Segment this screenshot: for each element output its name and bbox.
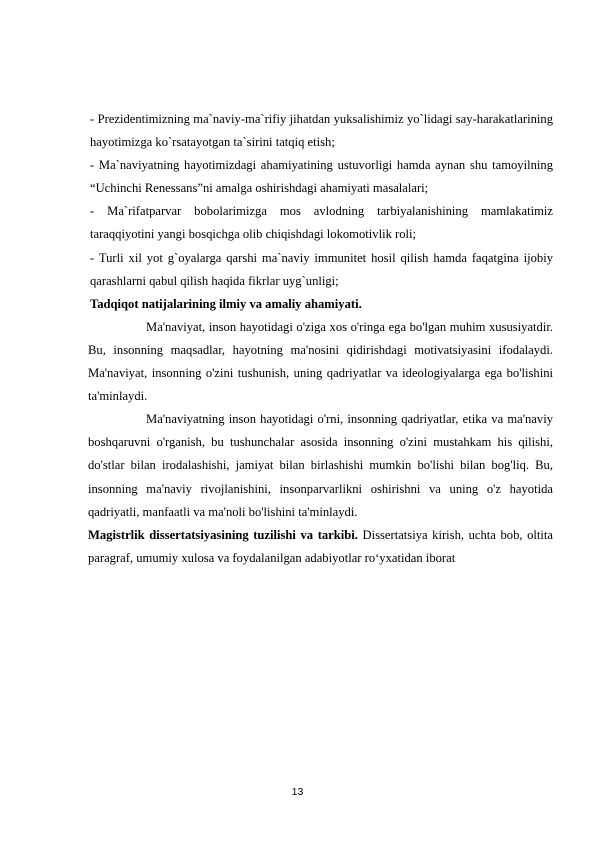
structure-label: Magistrlik dissertatsiyasining tuzilishi va tarkibi. [88,527,358,542]
page-body [88,108,553,570]
structure-paragraph [88,524,553,570]
bullet-item-1: - Prezidentimizning ma`naviy-ma`rifiy jihatdan yuksalishimiz yo`lidagi say-harakatlarining hayotimizga ko`rsatayotgan ta`sirini tatqiq etish; [90,112,553,150]
bullet-item-3: - Ma`rifatparvar bobolarimizga mos avlodning tarbiyalanishining mamlakatimiz taraqqiyotini yangi bosqichga olib chiqishdagi lokomotivlik roli; [90,204,553,242]
section-heading: Tadqiqot natijalarining ilmiy va amaliy ahamiyati. [90,296,362,311]
page-number: 13 [291,786,304,798]
structure-text: Dissertatsiya kirish, uchta bob, oltita paragraf, umumiy xulosa va foydalanilgan adabiyotlar ro‘yxatidan iborat [88,527,553,565]
bullet-item-4: - Turli xil yot g`oyalarga qarshi ma`naviy immunitet hosil qilish hamda faqatgina ijobiy qarashlarni qabul qilish haqida fikrlar uyg`unligi; [90,250,553,288]
paragraph-1: Ma'naviyat, inson hayotidagi o'ziga xos o'ringa ega bo'lgan muhim xususiyatdir. Bu, insonning maqsadlar, hayotning ma'nosini qidirishdagi motivatsiyasini ifodalaydi. Ma'naviyat, insonning o'zini tushunish, uning qadriyatlar va ideologiyalarga ega bo'lishini ta'minlaydi. [88,319,553,404]
bullet-item-2: - Ma`naviyatning hayotimizdagi ahamiyatining ustuvorligi hamda aynan shu tamoyilning “Uchinchi Renessans”ni amalga oshirishdagi ahamiyati masalalari; [90,158,553,196]
paragraph-2: Ma'naviyatning inson hayotidagi o'rni, insonning qadriyatlar, etika va ma'naviy boshqaruvni o'rganish, bu tushunchalar asosida insonning o'zini mustahkam his qilishi, do'stlar bilan irodalashishi, jamiyat bilan birlashishi mumkin bo'lishi bilan bog'liq. Bu, insonning ma'naviy rivojlanishini, insonparvarlikni oshirishni va uning o'z hayotida qadriyatli, manfaatli va ma'noli bo'lishini ta'minlaydi. [88,412,553,519]
